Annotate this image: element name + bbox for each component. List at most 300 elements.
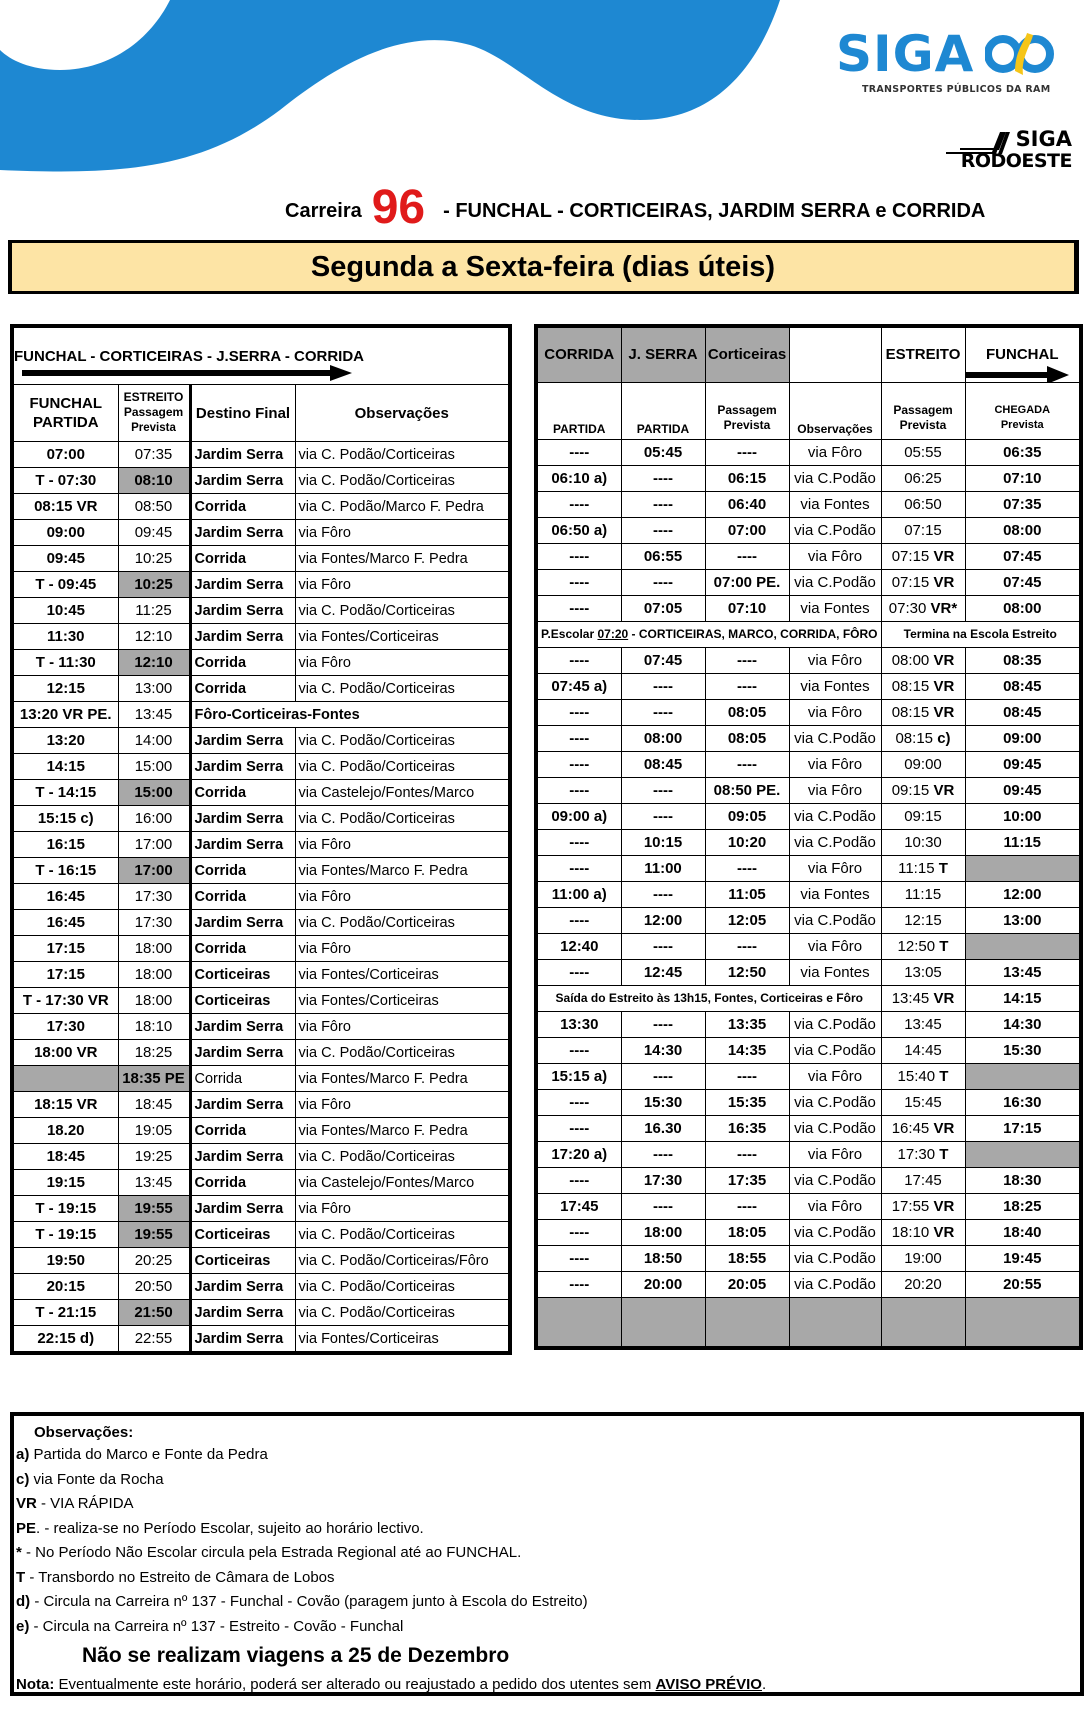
outbound-row — [12, 780, 510, 806]
departure-time: T - 21:15 — [12, 1300, 118, 1326]
route-via: via Fôro — [789, 751, 881, 777]
estreito-passagem: 13:45 — [881, 1011, 965, 1037]
observation: via Fôro — [295, 1196, 510, 1222]
outbound-direction: FUNCHAL - CORTICEIRAS - J.SERRA - CORRIDA — [14, 348, 365, 365]
time-value: 08:15 — [891, 703, 934, 721]
jserra-partida: 16.30 — [621, 1115, 705, 1141]
route-via: via Fontes — [789, 881, 881, 907]
route-via: via C.Podão — [789, 829, 881, 855]
time-value: 16:45 — [891, 1119, 934, 1137]
estreito-passagem: 07:15 — [881, 517, 965, 543]
funchal-chegada: 17:15 — [965, 1115, 1081, 1141]
destination: Jardim Serra — [190, 806, 295, 832]
jserra-partida: ---- — [621, 699, 705, 725]
estreito-passagem — [881, 595, 965, 621]
departure-time: 19:15 — [12, 1170, 118, 1196]
estreito-time: 15:00 — [118, 754, 190, 780]
funchal-chegada: 19:45 — [965, 1245, 1081, 1271]
outbound-direction-cell — [12, 326, 510, 385]
corrida-partida: ---- — [536, 1115, 621, 1141]
jserra-partida: 05:45 — [621, 439, 705, 465]
corrida-partida: ---- — [536, 543, 621, 569]
estreito-time: 13:45 — [118, 702, 190, 728]
time-flag: T — [939, 1067, 949, 1085]
corrida-partida: 15:15 a) — [536, 1063, 621, 1089]
outbound-row — [12, 520, 510, 546]
time-value: 08:15 — [891, 677, 934, 695]
time-value: 12:50 — [897, 937, 940, 955]
outbound-row — [12, 624, 510, 650]
destination: Corticeiras — [190, 1222, 295, 1248]
outbound-timetable — [10, 324, 512, 1355]
destination: Jardim Serra — [190, 754, 295, 780]
outbound-row — [12, 1170, 510, 1196]
destination: Jardim Serra — [190, 1274, 295, 1300]
observation: via C. Podão/Corticeiras — [295, 676, 510, 702]
siga-logo — [836, 26, 1076, 95]
estreito-time: 20:25 — [118, 1248, 190, 1274]
departure-time — [12, 1066, 118, 1092]
corrida-partida: ---- — [536, 777, 621, 803]
destination: Corrida — [190, 936, 295, 962]
departure-time: T - 09:45 — [12, 572, 118, 598]
note-rest: - CORTICEIRAS, MARCO, CORRIDA, FÔRO — [628, 627, 878, 641]
stop-funchal: FUNCHAL — [965, 326, 1081, 382]
col-observacoes: Observações — [295, 385, 510, 442]
siga-wordmark: SIGA — [836, 25, 975, 83]
estreito-time: 18:00 — [118, 936, 190, 962]
jserra-partida: ---- — [621, 673, 705, 699]
jserra-partida: ---- — [621, 1063, 705, 1089]
time-flag: VR — [933, 573, 955, 591]
outbound-row — [12, 1196, 510, 1222]
estreito-time: 08:50 — [118, 494, 190, 520]
time-flag: VR — [933, 547, 955, 565]
estreito-time: 11:25 — [118, 598, 190, 624]
jserra-partida: 12:45 — [621, 959, 705, 985]
destination: Jardim Serra — [190, 442, 295, 468]
corticeiras-passagem: 09:05 — [705, 803, 789, 829]
outbound-row — [12, 858, 510, 884]
inbound-row — [536, 985, 1081, 1011]
inbound-row — [536, 1089, 1081, 1115]
route-via: via C.Podão — [789, 1271, 881, 1297]
note-text: via Fonte da Rocha — [29, 1470, 164, 1488]
corticeiras-passagem: 17:35 — [705, 1167, 789, 1193]
outbound-row — [12, 676, 510, 702]
outbound-row — [12, 988, 510, 1014]
corticeiras-passagem: 12:50 — [705, 959, 789, 985]
estreito-passagem — [881, 647, 965, 673]
corticeiras-passagem: 08:05 — [705, 699, 789, 725]
outbound-row — [12, 936, 510, 962]
departure-time: T - 07:30 — [12, 468, 118, 494]
destination: Corrida — [190, 1066, 295, 1092]
destination: Corrida — [190, 494, 295, 520]
departure-time: 17:15 — [12, 962, 118, 988]
funchal-chegada: 18:40 — [965, 1219, 1081, 1245]
corticeiras-passagem: 08:50 PE. — [705, 777, 789, 803]
destination: Jardim Serra — [190, 598, 295, 624]
jserra-partida: ---- — [621, 803, 705, 829]
route-via: via C.Podão — [789, 1219, 881, 1245]
destination: Corrida — [190, 780, 295, 806]
departure-time: 10:45 — [12, 598, 118, 624]
observation: via Fôro — [295, 520, 510, 546]
observation: via C. Podão/Corticeiras — [295, 468, 510, 494]
destination: Jardim Serra — [190, 1014, 295, 1040]
estreito-time: 18:35 PE — [118, 1066, 190, 1092]
time-flag: VR* — [930, 599, 958, 617]
jserra-partida: ---- — [621, 569, 705, 595]
observation: via C. Podão/Corticeiras — [295, 1274, 510, 1300]
corticeiras-passagem: 06:40 — [705, 491, 789, 517]
jserra-partida: ---- — [621, 1193, 705, 1219]
note-item — [14, 1541, 1080, 1566]
funchal-chegada: 14:15 — [965, 985, 1081, 1011]
route-via: via Fôro — [789, 855, 881, 881]
inbound-row — [536, 1063, 1081, 1089]
inbound-row — [536, 595, 1081, 621]
route-via: via Fôro — [789, 439, 881, 465]
note-time: 07:20 — [597, 627, 629, 641]
note-text: - Circula na Carreira nº 137 - Estreito - Covão - Funchal — [29, 1617, 404, 1635]
corrida-partida: ---- — [536, 751, 621, 777]
destination: Corrida — [190, 650, 295, 676]
observation: via Fontes/Corticeiras — [295, 1326, 510, 1354]
corrida-partida: 11:00 a) — [536, 881, 621, 907]
disclaimer: Nota: Eventualmente este horário, poderá ser alterado ou reajustado a pedido dos utentes sem AVISO PRÉVIO. — [16, 1676, 767, 1693]
stop-jserra: J. SERRA — [621, 326, 705, 382]
corticeiras-passagem: ---- — [705, 751, 789, 777]
outbound-row — [12, 702, 510, 728]
route-via: via Fôro — [789, 543, 881, 569]
notes-title: Observações: — [34, 1424, 134, 1441]
observation: via Fontes/Marco F. Pedra — [295, 1066, 510, 1092]
note-text: - No Período Não Escolar circula pela Estrada Regional até ao FUNCHAL. — [21, 1544, 522, 1561]
outbound-row — [12, 1274, 510, 1300]
estreito-time: 17:00 — [118, 858, 190, 884]
destination: Corrida — [190, 884, 295, 910]
inbound-row — [536, 1167, 1081, 1193]
note-key: T — [16, 1568, 26, 1586]
time-flag: VR — [933, 781, 955, 799]
funchal-chegada: 09:45 — [965, 777, 1081, 803]
col-funchal-partida: FUNCHAL PARTIDA — [12, 385, 118, 442]
estreito-passagem — [881, 725, 965, 751]
siga-tagline: TRANSPORTES PÚBLICOS DA RAM — [862, 84, 1051, 95]
col-destino-final: Destino Final — [190, 385, 295, 442]
corticeiras-passagem: ---- — [705, 673, 789, 699]
corticeiras-passagem: ---- — [705, 933, 789, 959]
observation: via C. Podão/Corticeiras — [295, 1300, 510, 1326]
estreito-time: 18:00 — [118, 988, 190, 1014]
corrida-partida: ---- — [536, 647, 621, 673]
jserra-partida: 17:30 — [621, 1167, 705, 1193]
jserra-partida: 15:30 — [621, 1089, 705, 1115]
outbound-row — [12, 1248, 510, 1274]
observation: via Fôro — [295, 936, 510, 962]
departure-time: T - 11:30 — [12, 650, 118, 676]
jserra-partida: 20:00 — [621, 1271, 705, 1297]
corticeiras-passagem: 06:15 — [705, 465, 789, 491]
destination: Jardim Serra — [190, 520, 295, 546]
destination: Jardim Serra — [190, 728, 295, 754]
estreito-time: 19:05 — [118, 1118, 190, 1144]
empty-cell — [536, 1297, 621, 1348]
route-label: Carreira — [285, 200, 362, 222]
departure-time: 18.20 — [12, 1118, 118, 1144]
rodoeste-logo — [944, 128, 1074, 176]
departure-time: 16:45 — [12, 884, 118, 910]
stop-estreito: ESTREITO — [881, 326, 965, 382]
funchal-chegada: 13:00 — [965, 907, 1081, 933]
jserra-partida: 07:45 — [621, 647, 705, 673]
outbound-row — [12, 962, 510, 988]
note-key: c) — [16, 1470, 30, 1488]
destination: Fôro-Corticeiras-Fontes — [190, 702, 510, 728]
destination: Corticeiras — [190, 988, 295, 1014]
time-flag: VR — [933, 1223, 955, 1241]
outbound-row — [12, 832, 510, 858]
inbound-row — [536, 933, 1081, 959]
corrida-partida: 09:00 a) — [536, 803, 621, 829]
time-value: 08:00 — [891, 651, 934, 669]
funchal-chegada: 20:55 — [965, 1271, 1081, 1297]
route-via: via Fôro — [789, 1141, 881, 1167]
departure-time: 13:20 VR PE. — [12, 702, 118, 728]
time-flag: VR — [933, 703, 955, 721]
inbound-row — [536, 465, 1081, 491]
inbound-row — [536, 959, 1081, 985]
observation: via C. Podão/Corticeiras — [295, 442, 510, 468]
direction-header-row — [12, 326, 510, 385]
sub-passagem-corticeiras: Passagem Prevista — [705, 382, 789, 439]
inbound-row — [536, 621, 1081, 647]
outbound-row — [12, 728, 510, 754]
corticeiras-passagem: ---- — [705, 1063, 789, 1089]
departure-time: T - 14:15 — [12, 780, 118, 806]
corticeiras-passagem: ---- — [705, 543, 789, 569]
siga-rings-icon — [985, 31, 1055, 77]
outbound-row — [12, 1040, 510, 1066]
corrida-partida: ---- — [536, 829, 621, 855]
route-via: via C.Podão — [789, 1037, 881, 1063]
inbound-row — [536, 491, 1081, 517]
observation: via C. Podão/Corticeiras — [295, 754, 510, 780]
destination: Jardim Serra — [190, 468, 295, 494]
funchal-chegada: 11:15 — [965, 829, 1081, 855]
observation: via C. Podão/Corticeiras — [295, 806, 510, 832]
corrida-partida: 07:45 a) — [536, 673, 621, 699]
funchal-chegada: 15:30 — [965, 1037, 1081, 1063]
destination: Jardim Serra — [190, 832, 295, 858]
destination: Corrida — [190, 1170, 295, 1196]
funchal-chegada — [965, 855, 1081, 881]
destination: Jardim Serra — [190, 1196, 295, 1222]
corrida-partida: ---- — [536, 725, 621, 751]
inbound-row — [536, 751, 1081, 777]
corrida-partida: ---- — [536, 959, 621, 985]
sub-observacoes: Observações — [789, 382, 881, 439]
jserra-partida: 08:00 — [621, 725, 705, 751]
departure-time: 17:15 — [12, 936, 118, 962]
departure-time: T - 16:15 — [12, 858, 118, 884]
estreito-passagem — [881, 1219, 965, 1245]
corrida-partida: 06:50 a) — [536, 517, 621, 543]
outbound-row — [12, 1092, 510, 1118]
note-key: VR — [16, 1495, 37, 1512]
outbound-row — [12, 494, 510, 520]
empty-cell — [789, 1297, 881, 1348]
estreito-passagem — [881, 855, 965, 881]
estreito-time: 10:25 — [118, 546, 190, 572]
estreito-time: 13:45 — [118, 1170, 190, 1196]
time-flag: VR — [933, 989, 955, 1007]
observation: via Fôro — [295, 1092, 510, 1118]
corrida-partida: ---- — [536, 1245, 621, 1271]
corticeiras-passagem: 13:35 — [705, 1011, 789, 1037]
destination: Jardim Serra — [190, 1092, 295, 1118]
destination: Corticeiras — [190, 1248, 295, 1274]
destination: Corrida — [190, 546, 295, 572]
corrida-partida: 17:20 a) — [536, 1141, 621, 1167]
observation: via Castelejo/Fontes/Marco — [295, 1170, 510, 1196]
departure-time: 12:15 — [12, 676, 118, 702]
school-trip-note — [536, 621, 881, 647]
estreito-passagem: 09:15 — [881, 803, 965, 829]
note-item — [14, 1443, 1080, 1468]
route-via: via C.Podão — [789, 725, 881, 751]
inbound-row — [536, 1141, 1081, 1167]
route-via: via Fontes — [789, 673, 881, 699]
destination: Jardim Serra — [190, 1326, 295, 1354]
jserra-partida: 08:45 — [621, 751, 705, 777]
corticeiras-passagem: 11:05 — [705, 881, 789, 907]
time-flag: T — [938, 859, 948, 877]
route-via: via C.Podão — [789, 1115, 881, 1141]
note-text: - Transbordo no Estreito de Câmara de Lobos — [25, 1568, 335, 1586]
estreito-passagem — [881, 1193, 965, 1219]
inbound-row — [536, 673, 1081, 699]
inbound-row — [536, 1037, 1081, 1063]
jserra-partida: 18:00 — [621, 1219, 705, 1245]
funchal-chegada: 08:00 — [965, 517, 1081, 543]
outbound-row — [12, 650, 510, 676]
departure-time: T - 19:15 — [12, 1196, 118, 1222]
destination: Corrida — [190, 858, 295, 884]
note-item — [14, 1590, 1080, 1615]
estreito-time: 14:00 — [118, 728, 190, 754]
estreito-passagem: 06:50 — [881, 491, 965, 517]
corticeiras-passagem: 20:05 — [705, 1271, 789, 1297]
departure-time: 18:00 VR — [12, 1040, 118, 1066]
route-via: via Fôro — [789, 777, 881, 803]
funchal-chegada: 13:45 — [965, 959, 1081, 985]
inbound-row — [536, 1115, 1081, 1141]
inbound-row — [536, 725, 1081, 751]
estreito-passagem — [881, 1115, 965, 1141]
note-key: e) — [16, 1617, 30, 1635]
departure-time: 15:15 c) — [12, 806, 118, 832]
time-value: 08:15 — [895, 729, 938, 747]
rodoeste-siga-text: SIGA — [1015, 127, 1072, 151]
estreito-passagem: 11:15 — [881, 881, 965, 907]
inbound-timetable — [534, 324, 1083, 1350]
corrida-partida: ---- — [536, 595, 621, 621]
corticeiras-passagem: 18:55 — [705, 1245, 789, 1271]
estreito-time: 09:45 — [118, 520, 190, 546]
observation: via Castelejo/Fontes/Marco — [295, 780, 510, 806]
estreito-time: 18:45 — [118, 1092, 190, 1118]
corticeiras-passagem: 07:10 — [705, 595, 789, 621]
estreito-time: 21:50 — [118, 1300, 190, 1326]
notes-box — [10, 1412, 1084, 1696]
departure-time: 13:20 — [12, 728, 118, 754]
departure-time: 11:30 — [12, 624, 118, 650]
time-flag: VR — [933, 1197, 955, 1215]
departure-time: 09:45 — [12, 546, 118, 572]
service-days-banner: Segunda a Sexta-feira (dias úteis) — [8, 240, 1079, 294]
estreito-time: 16:00 — [118, 806, 190, 832]
corrida-partida: ---- — [536, 1271, 621, 1297]
route-via: via C.Podão — [789, 517, 881, 543]
corticeiras-passagem: 12:05 — [705, 907, 789, 933]
observation: via C. Podão/Corticeiras — [295, 598, 510, 624]
note-text: . - realiza-se no Período Escolar, sujeito ao horário lectivo. — [36, 1519, 424, 1537]
estreito-passagem: 14:45 — [881, 1037, 965, 1063]
inbound-row — [536, 1219, 1081, 1245]
corrida-partida: ---- — [536, 491, 621, 517]
funchal-chegada: 07:45 — [965, 543, 1081, 569]
funchal-chegada: 14:30 — [965, 1011, 1081, 1037]
corrida-partida: ---- — [536, 1167, 621, 1193]
corticeiras-passagem: 16:35 — [705, 1115, 789, 1141]
departure-time: 17:30 — [12, 1014, 118, 1040]
estreito-time: 20:50 — [118, 1274, 190, 1300]
estreito-time: 19:55 — [118, 1222, 190, 1248]
departure-time: 07:00 — [12, 442, 118, 468]
jserra-partida: ---- — [621, 1141, 705, 1167]
route-via: via C.Podão — [789, 1089, 881, 1115]
note-item — [14, 1615, 1080, 1640]
corticeiras-passagem: 18:05 — [705, 1219, 789, 1245]
inbound-row — [536, 439, 1081, 465]
corticeiras-passagem: ---- — [705, 647, 789, 673]
estreito-passagem: 10:30 — [881, 829, 965, 855]
route-via: via C.Podão — [789, 1167, 881, 1193]
destination: Jardim Serra — [190, 624, 295, 650]
outbound-row — [12, 1222, 510, 1248]
corticeiras-passagem: ---- — [705, 1141, 789, 1167]
funchal-chegada: 18:25 — [965, 1193, 1081, 1219]
stops-header-row — [536, 326, 1081, 382]
note-item — [14, 1566, 1080, 1591]
sub-passagem-estreito: Passagem Prevista — [881, 382, 965, 439]
funchal-chegada: 09:00 — [965, 725, 1081, 751]
jserra-partida: 12:00 — [621, 907, 705, 933]
note-item — [14, 1468, 1080, 1493]
route-via: via Fôro — [789, 699, 881, 725]
corticeiras-passagem: 07:00 PE. — [705, 569, 789, 595]
route-via: via C.Podão — [789, 907, 881, 933]
observation: via Fontes/Marco F. Pedra — [295, 858, 510, 884]
funchal-chegada: 08:45 — [965, 699, 1081, 725]
funchal-chegada: 08:35 — [965, 647, 1081, 673]
observation: via Fôro — [295, 1014, 510, 1040]
corrida-partida: ---- — [536, 1089, 621, 1115]
jserra-partida: ---- — [621, 777, 705, 803]
